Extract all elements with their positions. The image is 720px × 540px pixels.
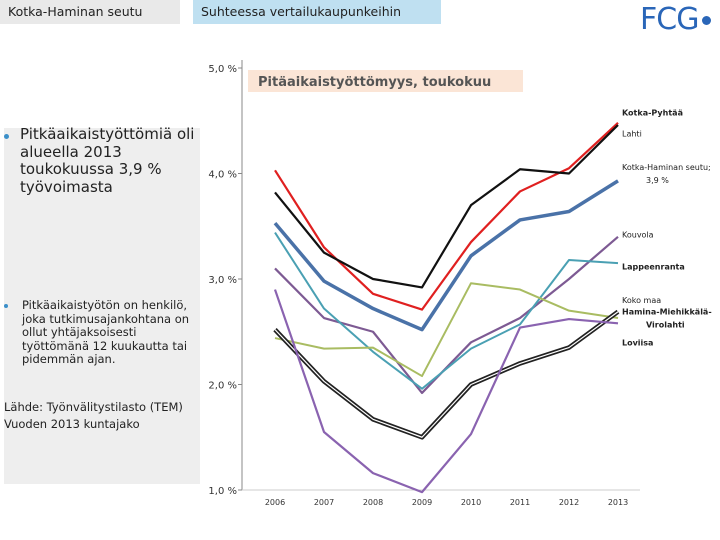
y-tick-label: 3,0 % — [208, 275, 237, 286]
series-label: 3,9 % — [646, 175, 669, 185]
bullet-icon — [4, 304, 8, 308]
bullet-definition — [4, 299, 200, 367]
series-label: Kotka-Haminan seutu; — [622, 163, 711, 173]
tab-suhteessa-vertailukaupunkeihin[interactable]: Suhteessa vertailukaupunkeihin — [193, 0, 441, 24]
y-tick-label: 1,0 % — [208, 486, 237, 497]
series-label: Lappeenranta — [622, 262, 685, 272]
x-tick-label: 2006 — [264, 498, 286, 507]
x-tick-label: 2010 — [460, 498, 482, 507]
bullet-text: Pitkäaikaistyötön on henkilö, joka tutkimusajankohtana on ollut yhtäjaksoisesti työttömänä 12 kuukautta tai pidemmän ajan. — [22, 298, 190, 366]
x-tick-label: 2007 — [313, 498, 335, 507]
series-line-koko_maa — [275, 283, 618, 376]
series-label: Kouvola — [622, 230, 654, 240]
series-labels — [622, 108, 712, 347]
x-tick-label: 2013 — [607, 498, 629, 507]
y-tick-label: 2,0 % — [208, 380, 237, 392]
x-tick-label: 2012 — [558, 498, 580, 507]
x-ticks — [265, 498, 628, 507]
series-label: Virolahti — [646, 320, 685, 330]
bullet-long-term-unemployed — [4, 126, 200, 196]
bullet-icon — [4, 134, 9, 139]
series-label: Koko maa — [622, 296, 662, 306]
chart-title: Pitäaikaistyöttömyys, toukokuu — [258, 75, 492, 90]
source-note — [4, 399, 183, 433]
logo-text: FCG — [640, 2, 699, 37]
source-line: Vuoden 2013 kuntajako — [4, 417, 140, 431]
series-line-loviisa — [275, 290, 618, 493]
series-label: Lahti — [622, 129, 642, 139]
series-line-kotka_haminan_seutu — [275, 181, 618, 330]
x-tick-label: 2009 — [411, 498, 433, 507]
tab-kotka-haminan-seutu[interactable]: Kotka-Haminan seutu — [0, 0, 180, 24]
y-tick-label: 4,0 % — [208, 169, 237, 181]
bullet-text: Pitkäaikaistyöttömiä oli alueella 2013 toukokuussa 3,9 % työvoimasta — [20, 125, 195, 196]
y-ticks — [208, 64, 242, 497]
logo-dot-icon — [702, 16, 711, 25]
x-tick-label: 2008 — [362, 498, 384, 507]
y-tick-label: 5,0 % — [208, 64, 237, 75]
line-chart — [200, 50, 720, 540]
source-line: Lähde: Työnvälitystilasto (TEM) — [4, 400, 183, 414]
series-lines — [275, 123, 618, 492]
series-label: Loviisa — [622, 338, 654, 348]
series-label: Hamina-Miehikkälä- — [622, 307, 712, 317]
x-tick-label: 2011 — [509, 498, 531, 507]
fcg-logo — [640, 2, 711, 37]
series-label: Kotka-Pyhtää — [622, 108, 683, 118]
